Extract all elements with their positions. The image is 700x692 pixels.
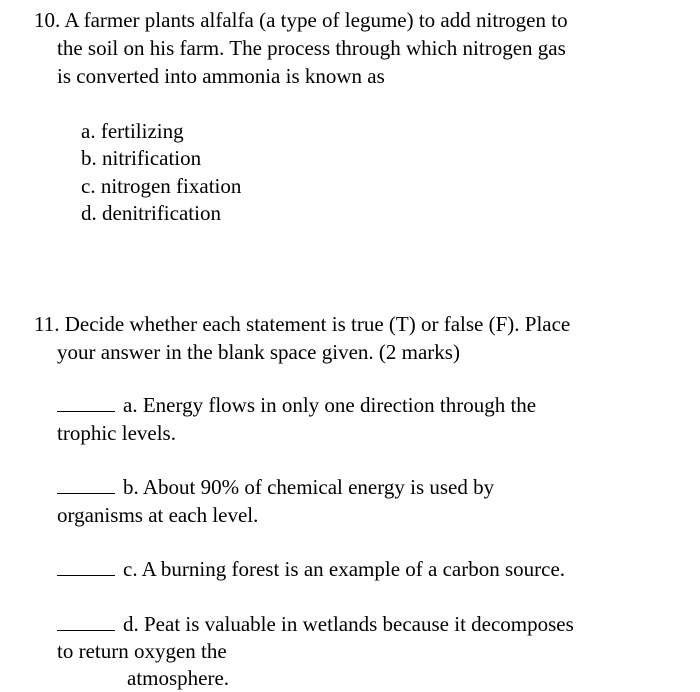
answer-blank-d[interactable] bbox=[57, 610, 115, 631]
q10-option-b: b. nitrification bbox=[81, 146, 202, 170]
q11-statement-a bbox=[57, 391, 536, 419]
statement-d-text: d. Peat is valuable in wetlands because it decomposes bbox=[123, 612, 574, 636]
q11-statement-d-cont: to return oxygen the bbox=[57, 639, 227, 663]
q10-stem-line-2: the soil on his farm. The process through which nitrogen gas bbox=[57, 36, 566, 60]
statement-a-text: a. Energy flows in only one direction through the bbox=[123, 393, 537, 417]
answer-blank-c[interactable] bbox=[57, 555, 115, 576]
q11-statement-d bbox=[57, 610, 574, 638]
q11-statement-d-cont-2: atmosphere. bbox=[127, 666, 230, 690]
answer-blank-a[interactable] bbox=[57, 391, 115, 412]
q10-option-d: d. denitrification bbox=[81, 201, 221, 225]
statement-b-text: b. About 90% of chemical energy is used by bbox=[123, 475, 495, 499]
q10-stem-line-1: 10. A farmer plants alfalfa (a type of legume) to add nitrogen to bbox=[34, 8, 568, 32]
statement-c-text: c. A burning forest is an example of a carbon source. bbox=[123, 557, 566, 581]
q11-stem-line-1: 11. Decide whether each statement is true (T) or false (F). Place bbox=[34, 312, 571, 336]
q10-option-c: c. nitrogen fixation bbox=[81, 174, 242, 198]
q11-statement-b bbox=[57, 473, 494, 501]
answer-blank-b[interactable] bbox=[57, 473, 115, 494]
q11-statement-b-cont: organisms at each level. bbox=[57, 503, 259, 527]
q11-statement-a-cont: trophic levels. bbox=[57, 421, 176, 445]
q10-stem-line-3: is converted into ammonia is known as bbox=[57, 64, 385, 88]
q10-option-a: a. fertilizing bbox=[81, 119, 184, 143]
q11-statement-c bbox=[57, 555, 565, 583]
q11-stem-line-2: your answer in the blank space given. (2 marks) bbox=[57, 340, 460, 364]
